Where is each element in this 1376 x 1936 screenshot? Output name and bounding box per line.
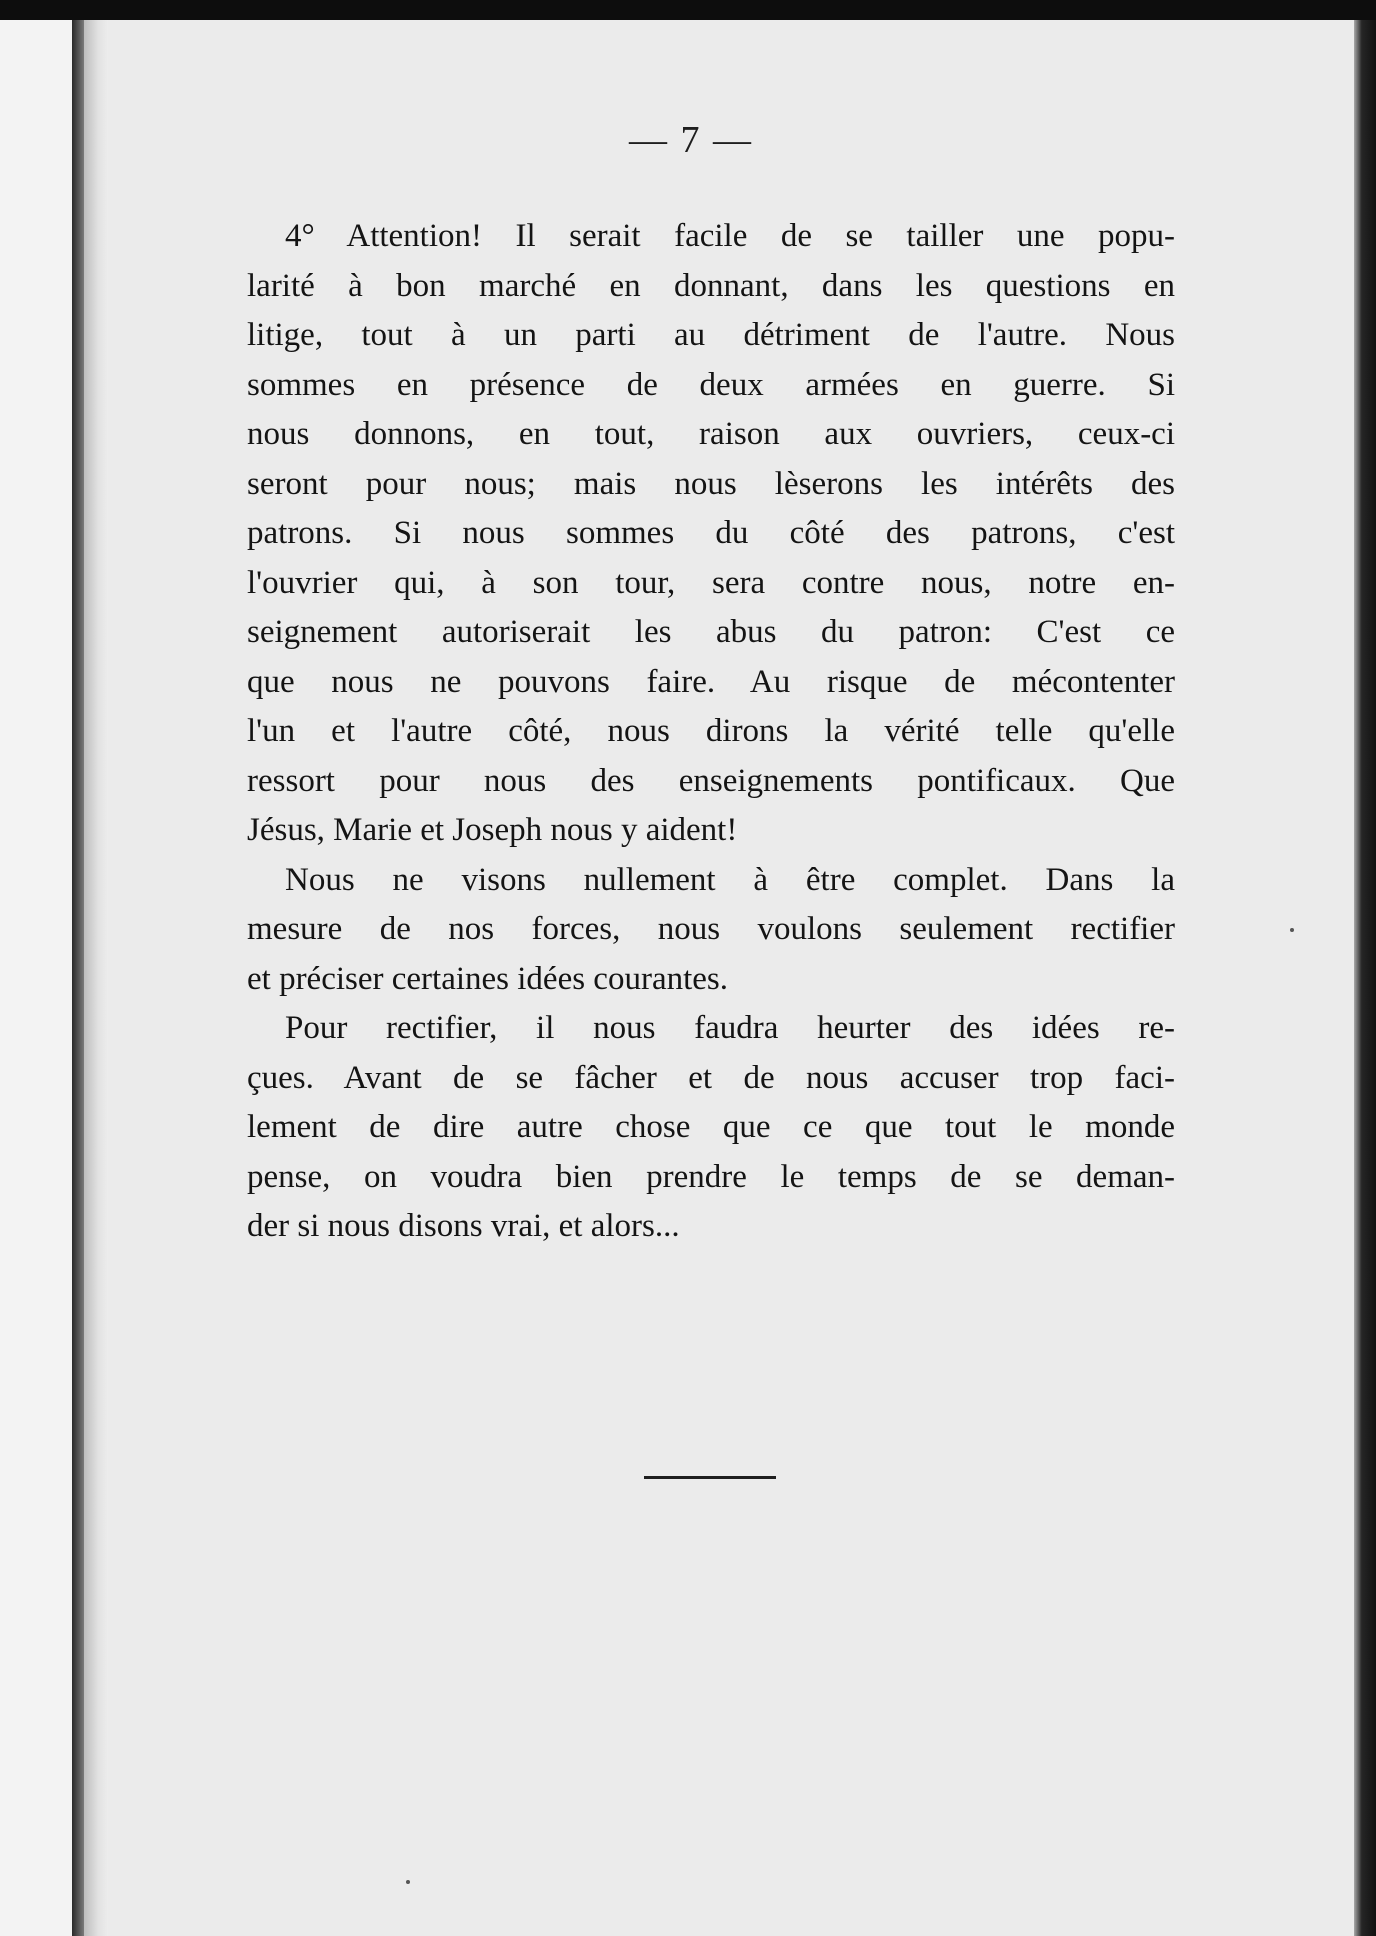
text-line: Pour rectifier, il nous faudra heurter des idées re- [285, 1010, 1175, 1046]
text-line: nous donnons, en tout, raison aux ouvriers, ceux-ci [247, 416, 1175, 452]
text-line: pense, on voudra bien prendre le temps de se deman- [247, 1158, 1175, 1195]
text-line: çues. Avant de se fâcher et de nous accuser trop faci- [247, 1059, 1175, 1096]
text-line: seignement autoriserait les abus du patron: C'est ce [247, 614, 1175, 650]
text-line: 4° Attention! Il serait facile de se tailler une popu- [285, 218, 1175, 254]
text-line: der si nous disons vrai, et alors... [247, 1208, 680, 1244]
text-line: larité à bon marché en donnant, dans les questions en [247, 267, 1175, 304]
text-line: litige, tout à un parti au détriment de l'autre. Nous [247, 317, 1175, 353]
binding-line [72, 20, 84, 1936]
page-number: — 7 — [629, 119, 753, 161]
text-line: ressort pour nous des enseignements pontificaux. Que [247, 762, 1175, 799]
scan-top-border [0, 0, 1376, 20]
text-line: mesure de nos forces, nous voulons seulement rectifier [247, 911, 1175, 947]
body-text [247, 212, 1175, 1252]
scan-speck [1290, 928, 1294, 932]
text-line: Nous ne visons nullement à être complet. Dans la [285, 861, 1175, 898]
section-end-rule [644, 1476, 776, 1479]
text-line: Jésus, Marie et Joseph nous y aident! [247, 812, 738, 848]
binding-shadow [84, 20, 108, 1936]
paragraph-2 [247, 856, 1175, 1005]
text-line: seront pour nous; mais nous lèserons les intérêts des [247, 465, 1175, 502]
text-line: l'ouvrier qui, à son tour, sera contre nous, notre en- [247, 564, 1175, 601]
text-line: lement de dire autre chose que ce que tout le monde [247, 1109, 1175, 1145]
text-line: patrons. Si nous sommes du côté des patrons, c'est [247, 515, 1175, 551]
text-line: sommes en présence de deux armées en guerre. Si [247, 366, 1175, 403]
paragraph-3 [247, 1004, 1175, 1252]
text-line: que nous ne pouvons faire. Au risque de mécontenter [247, 663, 1175, 700]
scan-speck [406, 1880, 410, 1884]
text-line: et préciser certaines idées courantes. [247, 960, 728, 997]
page-right-edge [1354, 20, 1376, 1936]
paragraph-1 [247, 212, 1175, 856]
scan-left-margin [0, 20, 72, 1936]
text-line: l'un et l'autre côté, nous dirons la vérité telle qu'elle [247, 713, 1175, 749]
